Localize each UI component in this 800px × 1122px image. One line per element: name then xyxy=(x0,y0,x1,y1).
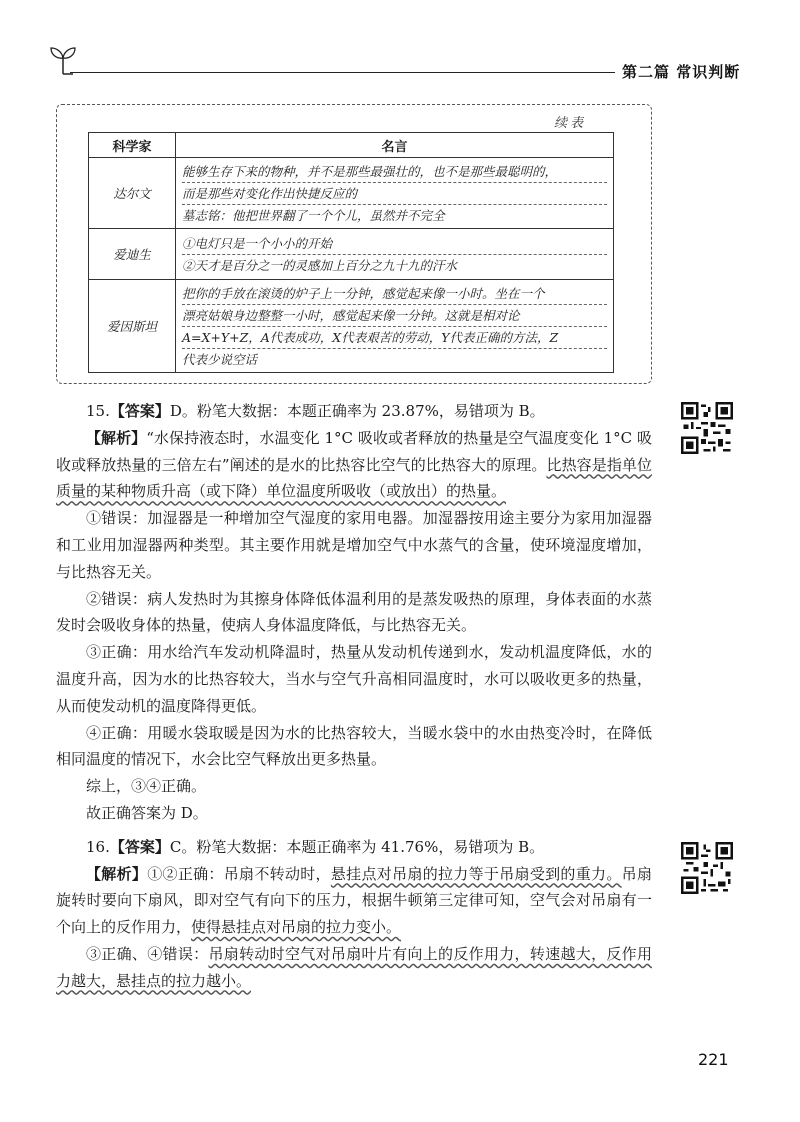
option-34-explanation xyxy=(56,941,652,995)
analysis-definition: 比热容是指单位质量的某种物质升高（或下降）单位温度所吸收（或放出）的热量。 xyxy=(56,455,652,501)
quote-line: 把你的手放在滚烫的炉子上一分钟，感觉起来像一小时。坐在一个 xyxy=(182,283,607,305)
quotes-table xyxy=(88,132,614,373)
scientist-name: 达尔文 xyxy=(89,158,176,229)
scientist-name: 爱因斯坦 xyxy=(89,280,176,373)
answer-tag: 【答案】 xyxy=(109,402,170,420)
answer-text: C。粉笔大数据：本题正确率为 41.76%，易错项为 B。 xyxy=(169,837,545,856)
quote-cell xyxy=(176,280,614,373)
quote-line: ②天才是百分之一的灵感加上百分之九十九的汗水 xyxy=(182,257,458,273)
answer-text: D。粉笔大数据：本题正确率为 23.87%，易错项为 B。 xyxy=(169,402,545,420)
header-quote: 名言 xyxy=(176,133,614,158)
analysis-tag: 【解析】 xyxy=(86,864,148,883)
continued-label: 续表 xyxy=(554,116,587,131)
qr-code-icon[interactable] xyxy=(681,842,733,894)
quote-line: 而是那些对变化作出快捷反应的 xyxy=(182,183,607,205)
scientist-name: 爱迪生 xyxy=(89,229,176,280)
analysis-text: “水保持液态时，水温变化 1°C 吸收或者释放的热量是空气温度变化 1°C 吸收或释放热量的三倍左右”阐述的是水的比热容比空气的比热容大的原理。 xyxy=(56,428,652,474)
option-1-explanation: ①错误：加湿器是一种增加空气湿度的家用电器。加湿器按用途主要分为家用加湿器和工业用加湿器两种类型。其主要作用就是增加空气中水蒸气的含量，使环境湿度增加，与比热容无关。 xyxy=(56,509,652,581)
analysis-middle: 吊扇旋转时要向下扇风，即对空气有向下的压力，根据牛顿第三定律可知，空气会对吊扇有一个向上的反作用力， xyxy=(56,864,652,937)
answer-tag: 【答案】 xyxy=(109,837,170,856)
conclusion: 故正确答案为 D。 xyxy=(86,803,208,822)
explanation-highlight: 吊扇转动时空气对吊扇叶片有向上的反作用力，转速越大，反作用力越大，悬挂点的拉力越小。 xyxy=(56,944,652,990)
question-number: 15. xyxy=(86,402,110,420)
summary: 综上，③④正确。 xyxy=(86,777,207,796)
answer-16 xyxy=(56,834,652,861)
quote-line: ①电灯只是一个小小的开始 xyxy=(182,233,607,255)
answer-content xyxy=(56,398,652,995)
option-2-explanation: ②错误：病人发热时为其擦身体降低体温利用的是蒸发吸热的原理，身体表面的水蒸发时会吸收身体的热量，使病人身体温度降低，与比热容无关。 xyxy=(56,589,652,635)
analysis-tag: 【解析】 xyxy=(86,428,147,447)
analysis-highlight: 使得悬挂点对吊扇的拉力变小。 xyxy=(191,918,402,937)
page-number: 221 xyxy=(698,1050,729,1069)
answer-15 xyxy=(56,398,652,425)
option-4-explanation: ④正确：用暖水袋取暖是因为水的比热容较大，当暖水袋中的水由热变冷时，在降低相同温度的情况下，水会比空气释放出更多热量。 xyxy=(56,723,652,769)
analysis-15 xyxy=(56,425,652,505)
option-3-explanation: ③正确：用水给汽车发动机降温时，热量从发动机传递到水，发动机温度降低，水的温度升高，因为水的比热容较大，当水与空气升高相同温度时，水可以吸收更多的热量，从而使发动机的温度降得更低。 xyxy=(56,643,652,715)
explanation-lead: ③正确、④错误： xyxy=(86,944,209,963)
analysis-highlight: 悬挂点对吊扇的拉力等于吊扇受到的重力。 xyxy=(330,864,622,883)
qr-code-icon[interactable] xyxy=(681,402,733,454)
header-scientist: 科学家 xyxy=(89,133,176,158)
table-header-row xyxy=(89,133,614,158)
table-row xyxy=(89,158,614,229)
quote-line: 代表少说空话 xyxy=(182,351,258,367)
quote-cell xyxy=(176,158,614,229)
table-row xyxy=(89,280,614,373)
quote-line: A=X+Y+Z，A代表成功，X代表艰苦的劳动，Y代表正确的方法，Z xyxy=(182,327,607,349)
quote-line: 漂亮姑娘身边整整一小时，感觉起来像一分钟。这就是相对论 xyxy=(182,305,607,327)
question-number: 16. xyxy=(86,837,110,856)
table-row xyxy=(89,229,614,280)
quote-line: 能够生存下来的物种，并不是那些最强壮的，也不是那些最聪明的， xyxy=(182,161,607,183)
header-rule xyxy=(70,72,615,73)
quote-line: 墓志铭：他把世界翻了一个个儿，虽然并不完全 xyxy=(182,207,445,223)
quote-cell xyxy=(176,229,614,280)
chapter-title: 第二篇 常识判断 xyxy=(622,63,741,81)
analysis-16 xyxy=(56,861,652,941)
analysis-lead: ①②正确：吊扇不转动时， xyxy=(147,864,331,883)
